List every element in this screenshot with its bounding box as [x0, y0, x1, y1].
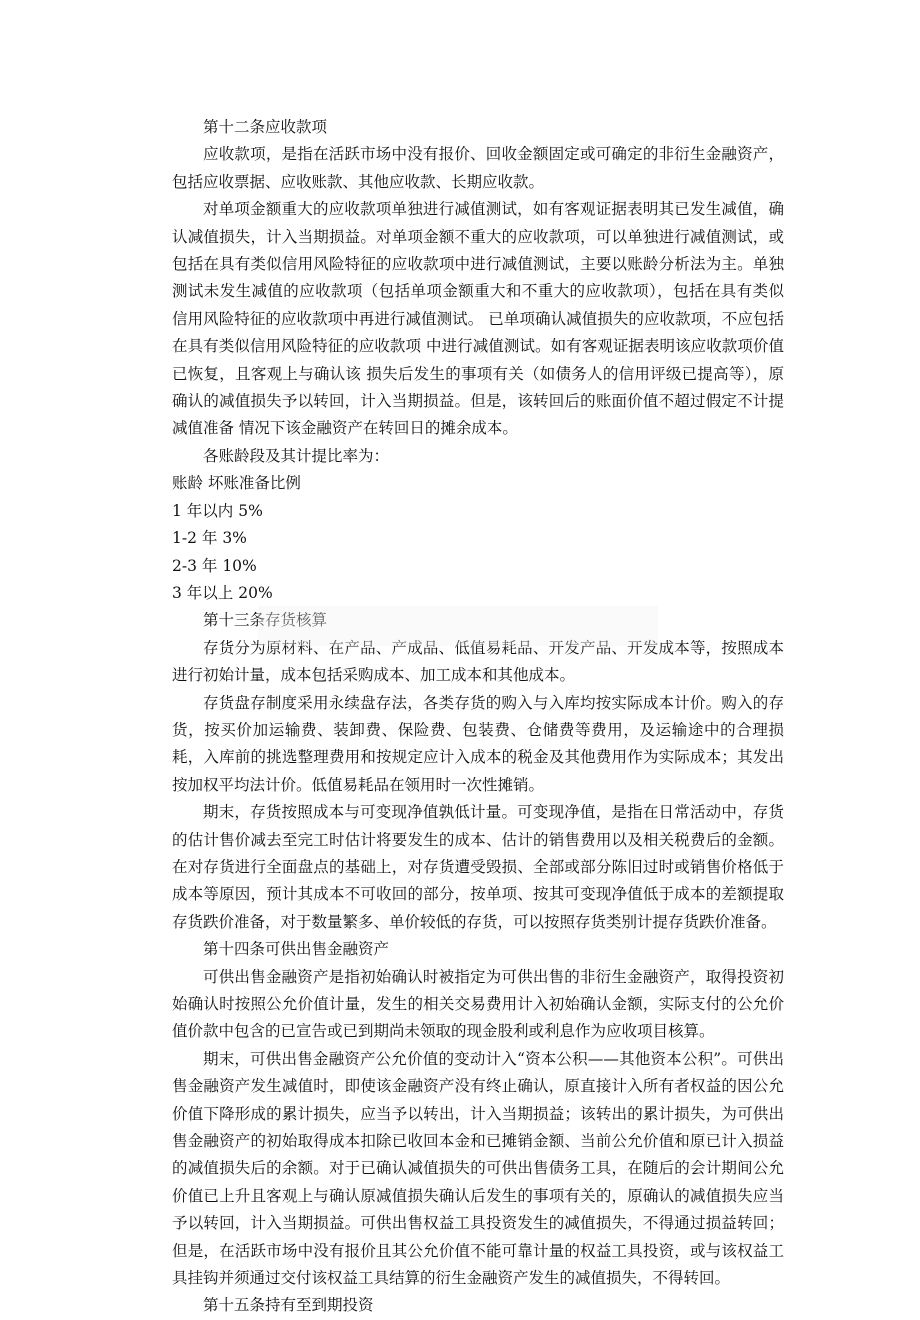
aging-row: 2-3 年 10%	[172, 556, 257, 575]
aging-row: 3 年以上 20%	[172, 583, 273, 602]
aging-row: 1-2 年 3%	[172, 529, 247, 548]
aging-ratio-intro: 各账龄段及其计提比率为：	[203, 446, 390, 465]
section-heading-12: 第十二条应收款项	[203, 118, 328, 136]
paragraph: 存货分为原材料、在产品、产成品、低值易耗品、开发产品、开发成本等，按照成本进行初始计量，成本包括采购成本、加工成本和其他成本。	[172, 638, 784, 685]
paragraph: 对单项金额重大的应收款项单独进行减值测试，如有客观证据表明其已发生减值，确认减值损失，计入当期损益。对单项金额不重大的应收款项，可以单独进行减值测试，或包括在具有类似信用风险特征的应收款项中进行减值测试，主要以账龄分析法为主。单独测试未发生减值的应收款项（包括单项金额重大和不重大的应收款项），包括在具有类似信用风险特征的应收款项中再进行减值测试。 已单项确认减值损失的应收款项，不应包括在具有类似信用风险特征的应收款项 中进行减值测试。如有客观证据表明该应收款项价值已恢复，且客观上与确认该 损失后发生的事项有关（如债务人的信用评级已提高等），原确认的减值损失予以转回，计入当期损益。但是，该转回后的账面价值不超过假定不计提减值准备 情况下该金融资产在转回日的摊余成本。	[172, 200, 784, 438]
section-heading-13: 第十三条存货核算	[203, 611, 328, 630]
paragraph: 期末，存货按照成本与可变现净值孰低计量。可变现净值，是指在日常活动中，存货的估计售价减去至完工时估计将要发生的成本、估计的销售费用以及相关税费后的金额。在对存货进行全面盘点的基础上，对存货遭受毁损、全部或部分陈旧过时或销售价格低于成本等原因，预计其成本不可收回的部分，按单项、按其可变现净值低于成本的差额提取存货跌价准备，对于数量繁多、单价较低的存货，可以按照存货类别计提存货跌价准备。	[172, 803, 784, 931]
aging-table-header: 账龄 坏账准备比例	[172, 474, 301, 493]
section-heading-14: 第十四条可供出售金融资产	[203, 940, 390, 959]
section-heading-15: 第十五条持有至到期投资	[203, 1296, 374, 1315]
document-body	[172, 114, 784, 1320]
paragraph: 应收款项，是指在活跃市场中没有报价、回收金额固定或可确定的非衍生金融资产，包括应收票据、应收账款、其他应收款、长期应收款。	[172, 145, 784, 191]
aging-row: 1 年以内 5%	[172, 501, 263, 520]
paragraph: 期末，可供出售金融资产公允价值的变动计入“资本公积——其他资本公积”。可供出售金融资产发生减值时，即使该金融资产没有终止确认，原直接计入所有者权益的因公允价值下降形成的累计损失，应当予以转出，计入当期损益；该转出的累计损失，为可供出售金融资产的初始取得成本扣除已收回本金和已摊销金额、当前公允价值和原已计入损益的减值损失后的余额。对于已确认减值损失的可供出售债务工具，在随后的会计期间公允价值已上升且客观上与确认原减值损失确认后发生的事项有关的，原确认的减值损失应当予以转回，计入当期损益。可供出售权益工具投资发生的减值损失，不得通过损益转回；但是，在活跃市场中没有报价且其公允价值不能可靠计量的权益工具投资，或与该权益工具挂钩并须通过交付该权益工具结算的衍生金融资产发生的减值损失，不得转回。	[172, 1049, 784, 1288]
paragraph: 存货盘存制度采用永续盘存法，各类存货的购入与入库均按实际成本计价。购入的存货，按买价加运输费、装卸费、保险费、包装费、仓储费等费用，及运输途中的合理损耗，入库前的挑选整理费用和按规定应计入成本的税金及其他费用作为实际成本；其发出按加权平均法计价。低值易耗品在领用时一次性摊销。	[172, 693, 784, 794]
paragraph: 可供出售金融资产是指初始确认时被指定为可供出售的非衍生金融资产，取得投资初始确认时按照公允价值计量，发生的相关交易费用计入初始确认金额，实际支付的公允价值价款中包含的已宣告或已到期尚未领取的现金股利或利息作为应收项目核算。	[172, 967, 784, 1041]
